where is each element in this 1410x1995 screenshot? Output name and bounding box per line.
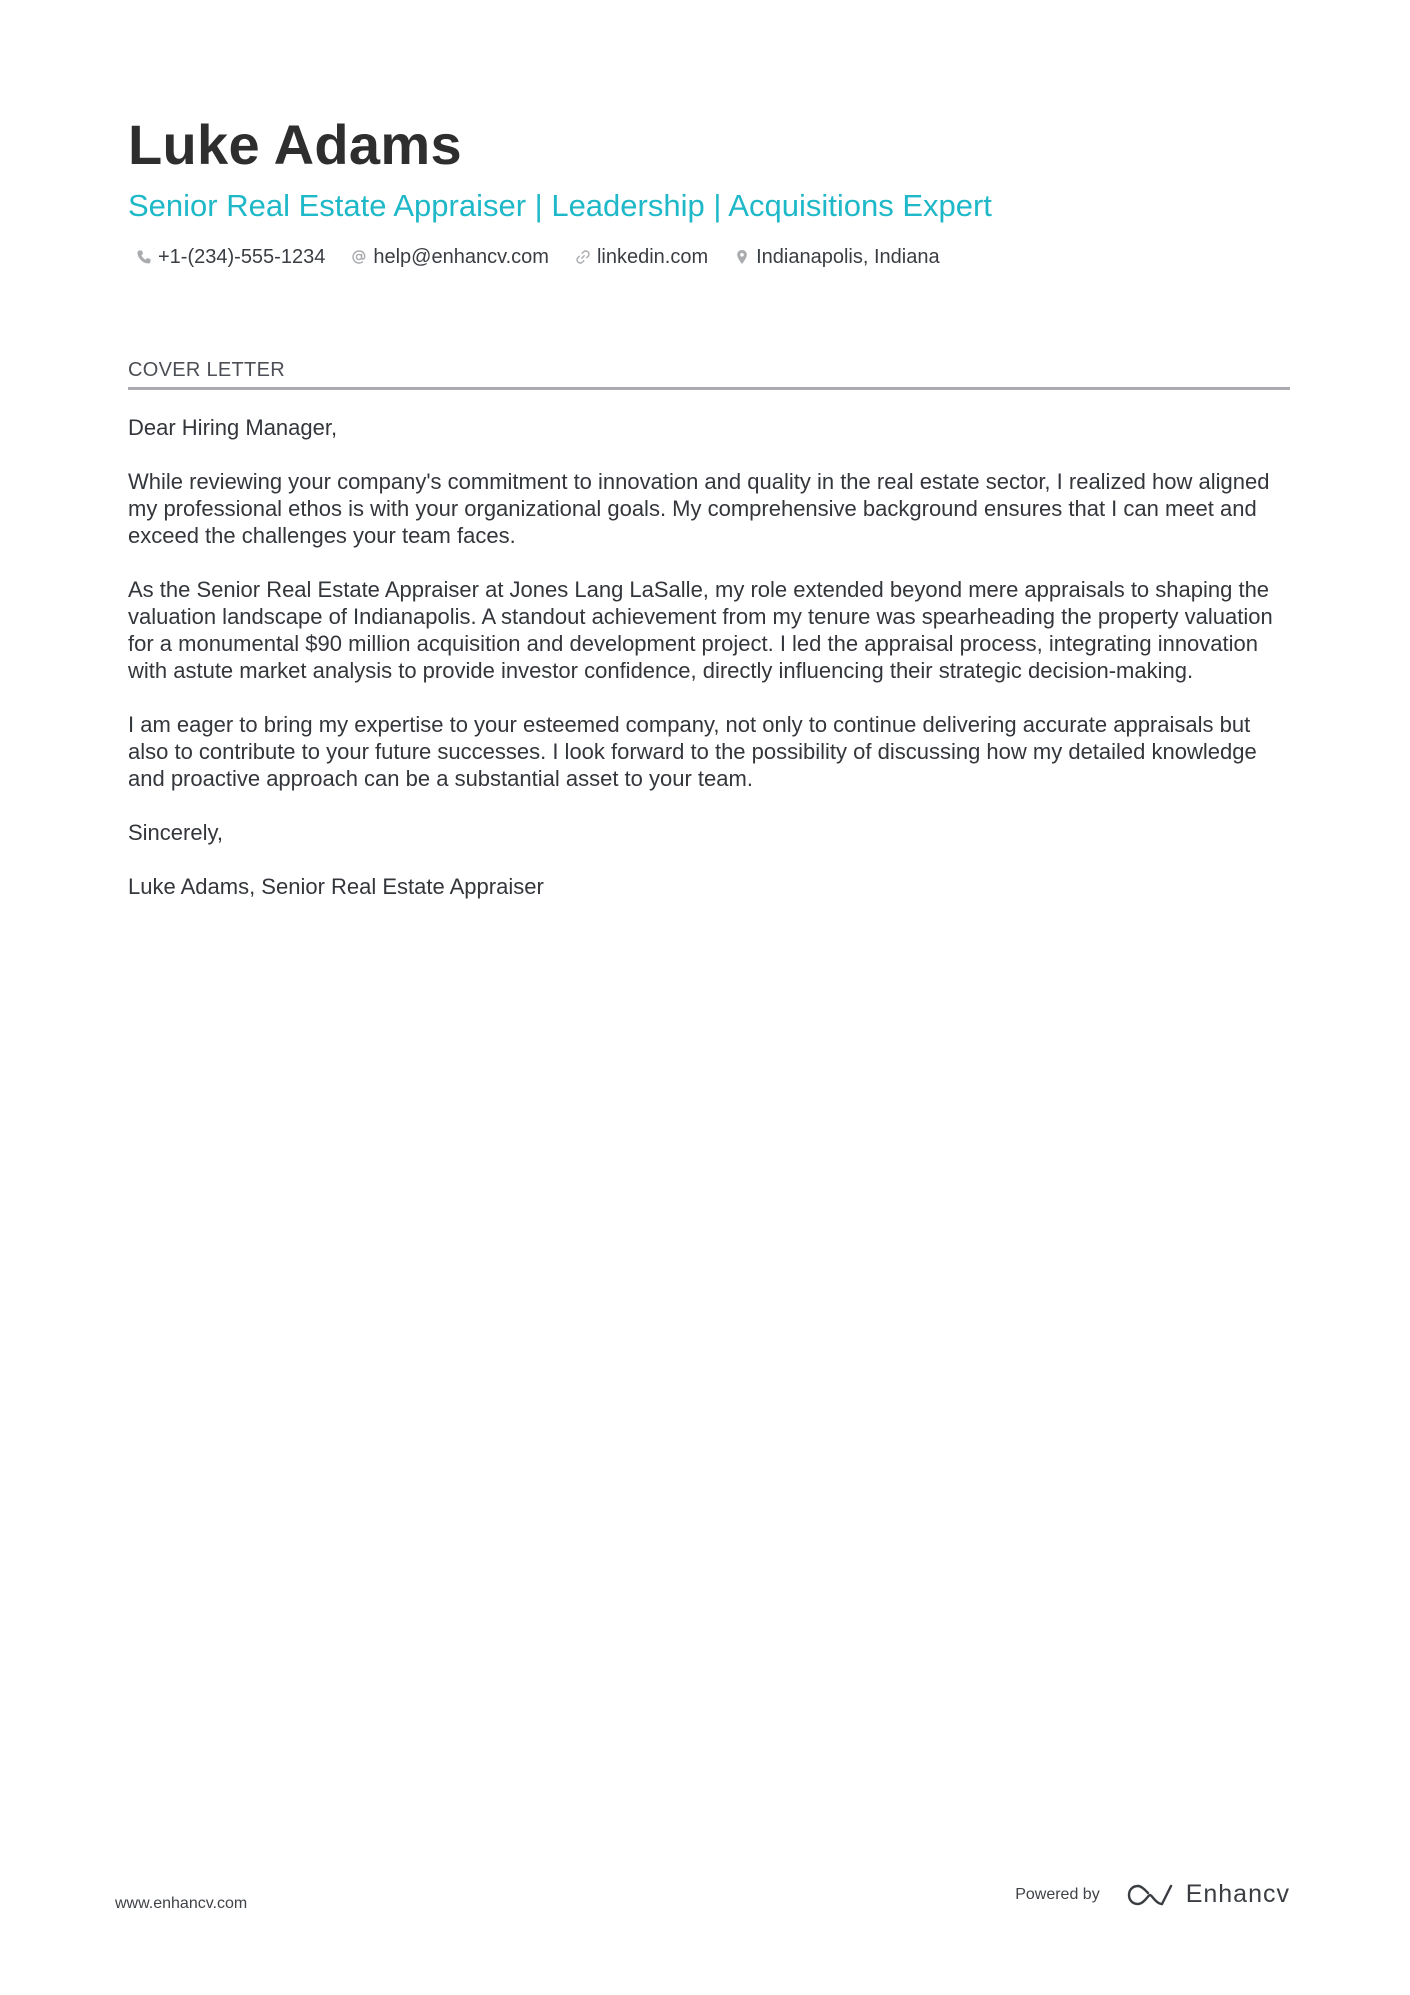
phone-icon (136, 249, 152, 265)
candidate-headline: Senior Real Estate Appraiser | Leadership | Acquisitions Expert (128, 188, 992, 223)
letter-signature: Luke Adams, Senior Real Estate Appraiser (128, 874, 544, 899)
footer-website[interactable]: www.enhancv.com (115, 1895, 248, 1912)
contact-bar (128, 244, 1290, 270)
letter-body (128, 414, 1290, 900)
footer-branding (1015, 1880, 1290, 1909)
cover-letter-page (128, 110, 1290, 927)
powered-by-label: Powered by (1015, 1885, 1100, 1903)
contact-phone[interactable] (136, 244, 325, 270)
link-icon (575, 249, 591, 265)
letter-paragraph: As the Senior Real Estate Appraiser at Jones Lang LaSalle, my role extended beyond mere appraisals to shaping the valuation landscape of Indianapolis. A standout achievement from my tenure was spearheading the property valuation for a monumental $90 million acquisition and development project. I led the appraisal process, integrating innovation with astute market analysis to provide investor confidence, directly influencing their strategic decision-making. (128, 577, 1273, 683)
letter-greeting: Dear Hiring Manager, (128, 415, 338, 440)
enhancv-logo-icon (1126, 1882, 1174, 1908)
letter-closing: Sincerely, (128, 820, 223, 845)
contact-link-text: linkedin.com (596, 246, 709, 268)
at-sign-icon (351, 249, 367, 265)
brand-name: Enhancv (1185, 1880, 1290, 1908)
contact-email-text: help@enhancv.com (373, 246, 549, 268)
section-title: COVER LETTER (128, 357, 1290, 390)
location-pin-icon (734, 249, 750, 265)
contact-location-text: Indianapolis, Indiana (756, 246, 940, 268)
letter-paragraph: I am eager to bring my expertise to your esteemed company, not only to continue delivering accurate appraisals but also to contribute to your future successes. I look forward to the possibility of discussing how my detailed knowledge and proactive approach can be a substantial asset to your team. (128, 712, 1257, 791)
brand-logo[interactable] (1126, 1880, 1290, 1909)
letter-paragraph: While reviewing your company's commitment to innovation and quality in the real estate sector, I realized how aligned my professional ethos is with your organizational goals. My comprehensive background ensures that I can meet and exceed the challenges your team faces. (128, 469, 1270, 548)
candidate-name: Luke Adams (128, 113, 462, 176)
contact-location (734, 244, 939, 270)
contact-phone-text: +1-(234)-555-1234 (158, 246, 326, 268)
contact-link[interactable] (575, 244, 708, 270)
contact-email[interactable] (351, 244, 549, 270)
